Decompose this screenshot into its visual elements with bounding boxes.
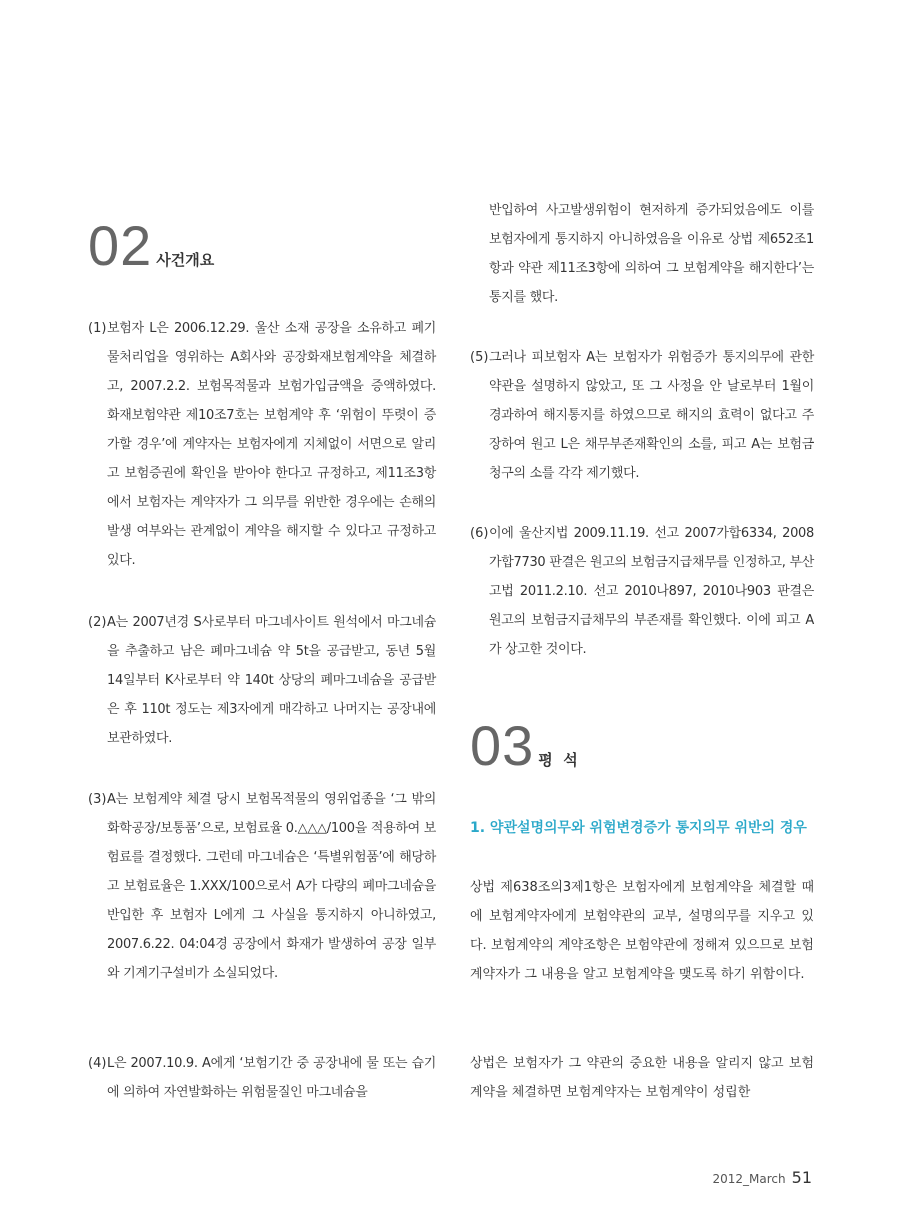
section-number: 02 bbox=[88, 214, 153, 277]
item-text: 반입하여 사고발생위험이 현저하게 증가되었음에도 이를 보험자에게 통지하지 아니하였음을 이유로 상법 제652조1항과 약관 제11조3항에 의하여 그 보험계약을 해지한다’는 통지를 했다. bbox=[489, 203, 814, 305]
section-number: 03 bbox=[470, 714, 535, 777]
section-heading-review bbox=[470, 714, 578, 777]
item-text: A는 2007년경 S사로부터 마그네사이트 원석에서 마그네슘을 추출하고 남은 폐마그네슘 약 5t을 공급받고, 동년 5월 14일부터 K사로부터 약 140t 상당의 폐마그네슘을 공급받은 후 110t 정도는 제3자에게 매각하고 나머지는 공장내에 보관하였다. bbox=[107, 615, 436, 746]
item-text: 이에 울산지법 2009.11.19. 선고 2007가합6334, 2008가합7730 판결은 원고의 보험금지급채무를 인정하고, 부산고법 2011.2.10. 선고 2010나897, 2010나903 판결은 원고의 보험금지급채무의 부존재를 확인했다. 이에 피고 A가 상고한 것이다. bbox=[489, 526, 814, 657]
item-marker: (6) bbox=[470, 526, 489, 541]
item-text: L은 2007.10.9. A에게 ‘보험기간 중 공장내에 물 또는 습기에 의하여 자연발화하는 위험물질인 마그네슘을 bbox=[107, 1056, 436, 1100]
list-item bbox=[88, 608, 436, 753]
item-marker: (5) bbox=[470, 350, 489, 365]
item-text: 보험자 L은 2006.12.29. 울산 소재 공장을 소유하고 폐기물처리업을 영위하는 A회사와 공장화재보험계약을 체결하고, 2007.2.2. 보험목적물과 보험가입금액을 증액하였다. 화재보험약관 제10조7호는 보험계약 후 ‘위험이 뚜렷이 증가할 경우’에 계약자는 보험자에게 지체없이 서면으로 알리고 보험증권에 확인을 받아야 한다고 규정하고, 제11조3항에서 보험자는 계약자가 그 의무를 위반한 경우에는 손해의 발생 여부와는 관계없이 계약을 해지할 수 있다고 규정하고 있다. bbox=[107, 321, 436, 568]
left-column bbox=[88, 0, 436, 1231]
item-marker: (4) bbox=[88, 1056, 107, 1071]
item-marker: (1) bbox=[88, 321, 107, 336]
list-item bbox=[470, 343, 814, 488]
item-text: 그러나 피보험자 A는 보험자가 위험증가 통지의무에 관한 약관을 설명하지 않았고, 또 그 사정을 안 날로부터 1월이 경과하여 해지통지를 하였으므로 해지의 효력이 없다고 주장하여 원고 L은 채무부존재확인의 소를, 피고 A는 보험금청구의 소를 각각 제기했다. bbox=[489, 350, 814, 481]
review-subheading: 1. 약관설명의무와 위험변경증가 통지의무 위반의 경우 bbox=[470, 820, 807, 836]
page-number: 51 bbox=[791, 1168, 812, 1187]
item-marker: (2) bbox=[88, 615, 107, 630]
review-paragraph: 상법 제638조의3제1항은 보험자에게 보험계약을 체결할 때에 보험계약자에게 보험약관의 교부, 설명의무를 지우고 있다. 보험계약의 계약조항은 보험약관에 정해져 있으므로 보험계약자가 그 내용을 알고 보험계약을 맺도록 하기 위함이다. bbox=[470, 880, 814, 982]
right-column bbox=[470, 0, 814, 1231]
list-item bbox=[88, 1049, 436, 1107]
list-item-continuation bbox=[470, 196, 814, 312]
page-footer bbox=[713, 1168, 812, 1187]
list-item bbox=[88, 785, 436, 988]
list-item bbox=[470, 519, 814, 664]
review-paragraph: 상법은 보험자가 그 약관의 중요한 내용을 알리지 않고 보험계약을 체결하면 보험계약자는 보험계약이 성립한 bbox=[470, 1056, 814, 1100]
item-marker: (3) bbox=[88, 792, 107, 807]
section-heading-case bbox=[88, 214, 215, 277]
issue-label: 2012_March bbox=[712, 1172, 786, 1186]
section-title: 평 석 bbox=[538, 751, 578, 769]
section-title: 사건개요 bbox=[156, 251, 215, 269]
item-text: A는 보험계약 체결 당시 보험목적물의 영위업종을 ‘그 밖의 화학공장/보통품’으로, 보험료율 0.△△△/100을 적용하여 보험료를 결정했다. 그런데 마그네슘은 ‘특별위험품’에 해당하고 보험료율은 1.XXX/100으로서 A가 다량의 폐마그네슘을 반입한 후 보험자 L에게 그 사실을 통지하지 아니하였고, 2007.6.22. 04:04경 공장에서 화재가 발생하여 공장 일부와 기계기구설비가 소실되었다. bbox=[107, 792, 436, 981]
list-item bbox=[88, 314, 436, 575]
